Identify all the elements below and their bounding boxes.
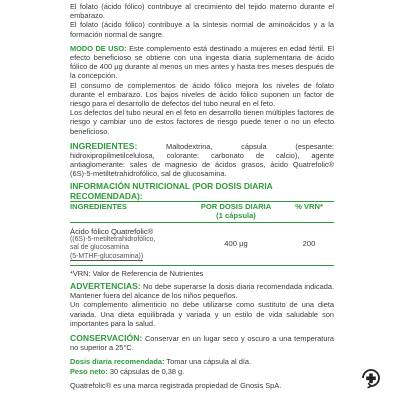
dosis-text: Tomar una cápsula al día.	[164, 357, 252, 367]
header-dose-line-1: POR DOSIS DIARIA	[200, 202, 272, 212]
peso-section	[70, 367, 334, 376]
pharmacy-cross-icon	[359, 366, 383, 390]
header-dose	[188, 203, 284, 220]
row-dose-value: 400 µg	[224, 239, 248, 249]
peso-heading: Peso neto:	[70, 366, 108, 376]
ingredientes-text: Maltodextrina, cápsula (espesante: hidroxipropilmetilcelulosa, colorante: carbonato de calcio), agente antiaglomerante: sales de magnesio de ácidos grasos, ácido Quatrefolic® (6S)-5-metiltetrahidrofólico, sal de glucosamina.	[70, 141, 334, 179]
row-ingredient-sub-3: (5-MTHF-glucosamina))	[70, 252, 144, 260]
row-ingredient-sub-1: ((6S)-5-metiltetrahidrofólico,	[70, 236, 156, 244]
advertencias-heading: ADVERTENCIAS:	[70, 280, 141, 291]
conservacion-text: Conservar en un lugar seco y oscuro a una temperatura no superior a 25°C.	[70, 333, 334, 353]
dosis-heading: Dosis diaria recomendada:	[70, 357, 165, 367]
advertencias-text-2: Un complemento alimenticio no debe utilizarse como sustituto de una dieta variada. Una dieta equilibrada y variada y un estilo de vida saludable son importantes para la salud.	[70, 300, 334, 328]
modo-de-uso-text-3: Los defectos del tubo neural en el feto en desarrollo tienen múltiples factores de riesgo y cambiar uno de estos factores de riesgo puede tener o no un efecto beneficioso.	[70, 108, 334, 136]
ingredientes-heading: INGREDIENTES:	[70, 140, 138, 151]
modo-de-uso-text-1: Este complemento está destinado a mujeres en edad fértil. El efecto beneficioso se obtiene con una ingesta diaria suplementaria de ácido fólico de 400 µg durante al menos un mes antes y hasta tres meses después de la concepción.	[70, 43, 334, 81]
nutrition-info-title: INFORMACIÓN NUTRICIONAL (POR DOSIS DIARIA RECOMENDADA):	[70, 180, 273, 201]
modo-de-uso-section	[70, 44, 334, 81]
intro-paragraph-1: El folato (ácido fólico) contribuye al crecimiento del tejido materno durante el embarazo.	[70, 2, 334, 21]
row-ingredient-name: Ácido fólico Quatrefolic®	[70, 227, 154, 237]
ingredientes-section	[70, 141, 334, 179]
header-ingredients: INGREDIENTES	[70, 202, 127, 212]
intro-paragraph-2: El folato (ácido fólico) contribuye a la síntesis normal de aminoácidos y a la formación normal de sangre.	[70, 20, 334, 39]
advertencias-text-1: No debe superarse la dosis diaria recomendada indicada. Mantener fuera del alcance de los niños pequeños.	[70, 281, 334, 301]
header-vrn: % VRN*	[295, 202, 323, 212]
row-ingredient-cell	[70, 227, 188, 261]
conservacion-heading: CONSERVACIÓN:	[70, 332, 143, 343]
dosis-section	[70, 357, 334, 366]
table-row	[70, 223, 334, 265]
modo-de-uso-text-2: El consumo de complementos de ácido fólico mejora los niveles de folato durante el embarazo. Los bajos niveles de ácido fólico suponen un factor de riesgo para el desarrollo de defectos del tubo neural en el feto.	[70, 80, 334, 109]
advertencias-section	[70, 281, 334, 300]
modo-de-uso-heading: MODO DE USO:	[70, 43, 127, 53]
row-ingredient-sub-2: sal de glucosamina	[70, 244, 129, 252]
peso-text: 30 cápsulas de 0,38 g.	[107, 366, 185, 376]
table-bottom-rule	[70, 265, 334, 266]
vrn-footnote: *VRN: Valor de Referencia de Nutrientes	[70, 268, 204, 278]
label-content	[70, 2, 334, 390]
trademark-note: Quatrefolic® es una marca registrada propiedad de Gnosis SpA.	[70, 380, 282, 390]
conservacion-section	[70, 333, 334, 352]
row-vrn-value: 200	[302, 239, 316, 249]
nutrition-table-header	[70, 202, 334, 222]
header-dose-line-2: (1 cápsula)	[216, 210, 256, 220]
